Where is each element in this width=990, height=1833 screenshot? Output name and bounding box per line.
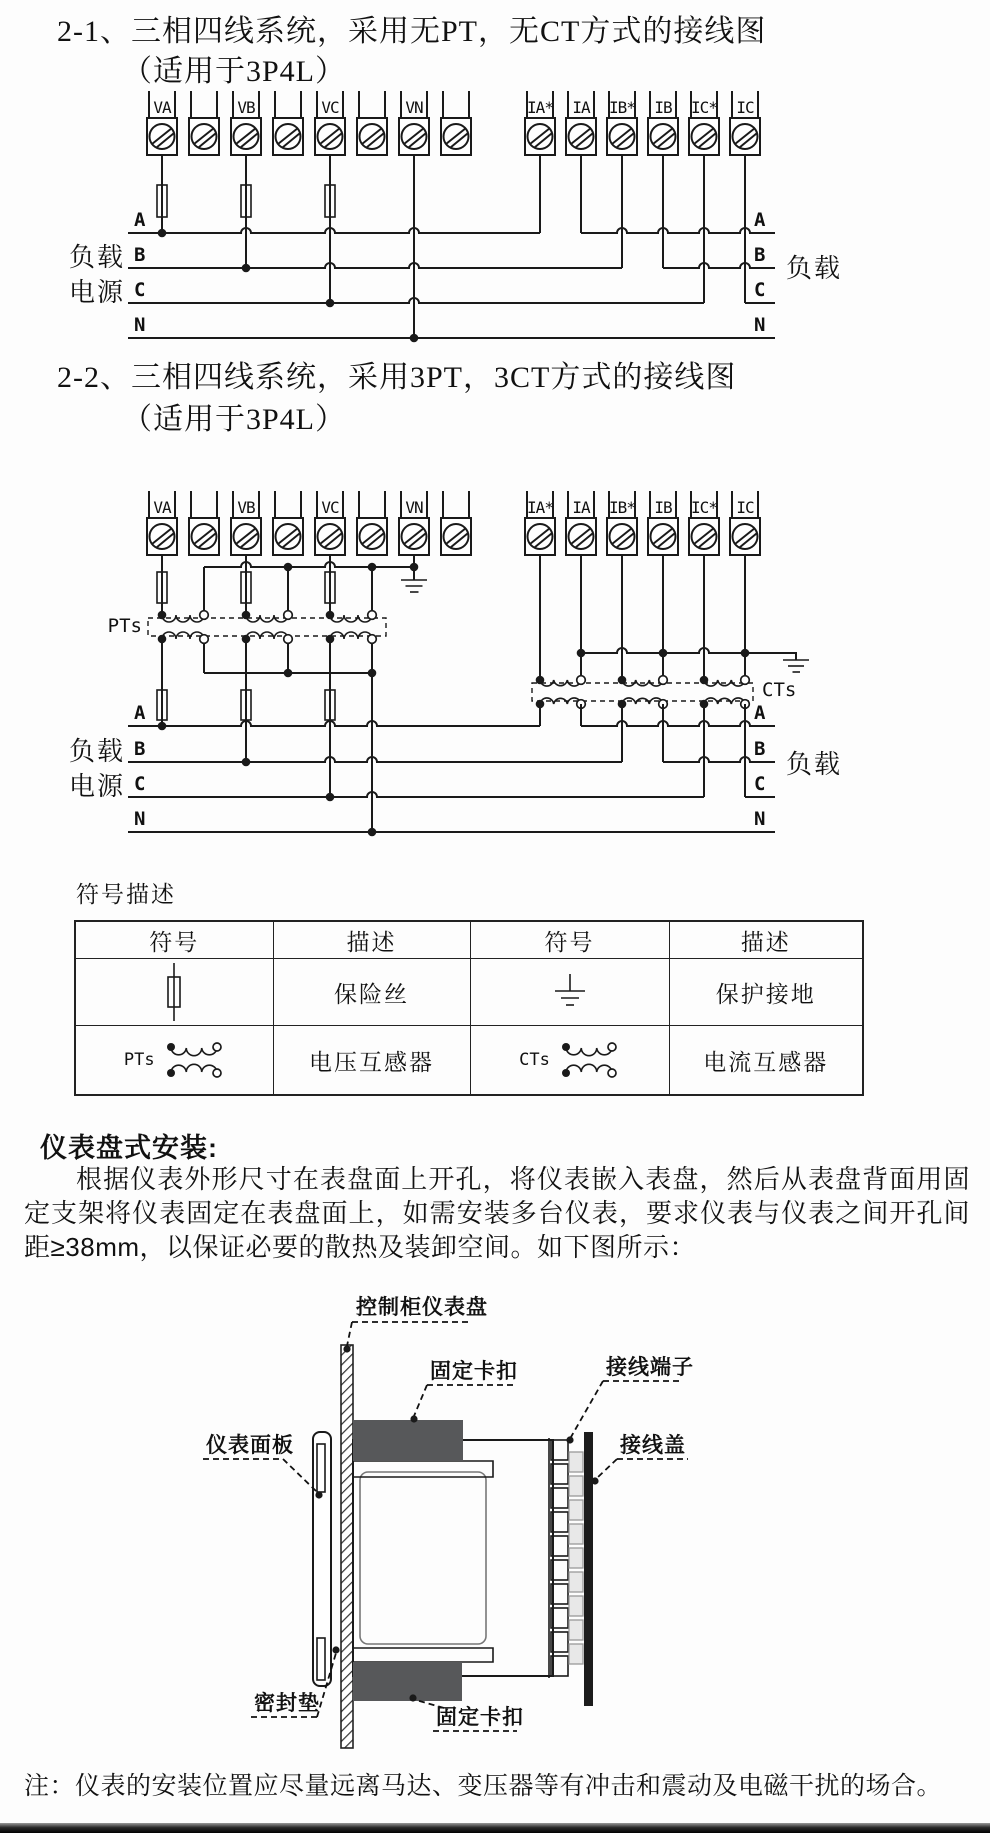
fixing-clip-top [353,1420,463,1461]
bus-label-n: N [134,808,146,830]
bus-label-a: A [754,209,766,231]
terminal-label: IB* [609,498,635,517]
pts-label: PTs [123,1050,155,1070]
terminal-label: VN [405,498,423,517]
page-edge-shadow [0,1823,990,1833]
terminal-label: IA [572,98,590,117]
section-2-2-heading: 2-2、三相四线系统，采用3PT，3CT方式的接线图 [57,361,737,394]
cabinet-panel [341,1345,353,1748]
callout-panel: 控制柜仪表盘 [356,1296,488,1319]
col-header: 符号 [75,921,273,959]
terminal-label: IC [736,498,754,517]
ct-symbols [532,680,753,704]
voltage-transformer-icon [161,1034,225,1086]
bus-label-c: C [754,279,766,301]
pts-label: PTs [107,615,142,637]
earth-icon [550,972,590,1012]
load-label-right: 负载 [786,750,843,779]
fuse-icon [162,963,186,1021]
current-transformer-icon [556,1034,620,1086]
terminal-label: IB* [609,98,635,117]
wiring-diagram-3pt-3ct [0,455,990,850]
bus-label-n: N [754,808,766,830]
bus-label-a: A [754,702,766,724]
col-header: 描述 [273,921,470,959]
bus-label-b: B [754,244,766,266]
earth-icon [401,580,427,592]
callout-clip-top: 固定卡扣 [430,1360,518,1383]
load-label-right: 负载 [786,254,843,283]
wiring-diagram-no-pt-ct [0,75,990,350]
col-header: 描述 [669,921,863,959]
terminal-label: IC [736,98,754,117]
bus-label-a: A [134,209,146,231]
bus-label-c: C [754,773,766,795]
symbol-desc: 保护接地 [669,959,863,1026]
installation-note: 注：仪表的安装位置应尽量远离马达、变压器等有冲击和震动及电磁干扰的场合。 [24,1772,943,1800]
terminal-label: IA* [527,98,553,117]
terminal-label: VC [321,498,339,517]
terminal-label: VN [405,98,423,117]
load-label-left: 负载 [68,737,125,766]
section-2-1-subheading: （适用于3P4L） [122,55,347,88]
terminal-label: IC* [691,498,717,517]
earth-icon [783,660,809,672]
terminal-blank [357,91,387,155]
bus-label-b: B [134,244,146,266]
terminal-label: IA* [527,498,553,517]
terminal-cover-bar [584,1432,593,1706]
load-label-left: 负载 [68,243,125,272]
col-header: 符号 [470,921,669,959]
terminal-blank [273,91,303,155]
front-bezel [313,1432,331,1686]
callout-clip-bottom: 固定卡扣 [436,1706,524,1729]
terminal-label: VB [237,98,255,117]
bus-label-c: C [134,773,146,795]
terminal-label: VC [321,98,339,117]
bracket-rail-bottom [353,1648,493,1662]
table-row [75,959,863,1026]
terminal-block [549,1438,583,1678]
terminal-label: IC* [691,98,717,117]
source-label-left: 电源 [68,278,125,307]
terminal-blank [441,91,471,155]
bus-label-c: C [134,279,146,301]
terminal-label: VB [237,498,255,517]
symbol-table [74,920,864,1096]
bus-label-n: N [754,314,766,336]
callout-terminal-cover: 接线盖 [620,1434,686,1457]
pt-symbols [148,615,386,639]
terminal-label: IA [572,498,590,517]
installation-heading: 仪表盘式安装: [40,1133,218,1163]
bus-label-b: B [134,738,146,760]
panel-mount-diagram [0,1280,990,1755]
terminal-blank [189,91,219,155]
bracket-rail-top [353,1461,493,1477]
bus-label-n: N [134,314,146,336]
bus-label-a: A [134,702,146,724]
terminal-label: IB [654,498,672,517]
callout-terminal-block: 接线端子 [606,1356,694,1379]
callout-gasket: 密封垫 [254,1692,320,1715]
symbol-desc: 保险丝 [273,959,470,1026]
table-header-row [75,921,863,959]
table-row [75,1026,863,1096]
cts-label: CTs [519,1050,550,1070]
source-label-left: 电源 [68,772,125,801]
section-2-2-subheading: （适用于3P4L） [122,403,347,436]
section-2-1-heading: 2-1、三相四线系统，采用无PT，无CT方式的接线图 [57,15,767,48]
terminal-label: IB [654,98,672,117]
symbol-table-heading: 符号描述 [76,882,176,907]
symbol-desc: 电压互感器 [273,1026,470,1096]
meter-case [353,1440,553,1676]
meter-body [360,1472,486,1644]
fixing-clip-bottom [353,1662,462,1701]
terminal-label: VA [153,98,171,117]
terminal-label: VA [153,498,171,517]
symbol-desc: 电流互感器 [669,1026,863,1096]
callout-front-panel: 仪表面板 [206,1434,294,1457]
cts-label: CTs [762,679,797,701]
installation-paragraph: 根据仪表外形尺寸在表盘面上开孔，将仪表嵌入表盘，然后从表盘背面用固定支架将仪表固定在表盘面上，如需安装多台仪表，要求仪表与仪表之间开孔间距≥38mm，以保证必要的散热及装卸空间。如下图所示： [24,1164,970,1262]
bus-label-b: B [754,738,766,760]
